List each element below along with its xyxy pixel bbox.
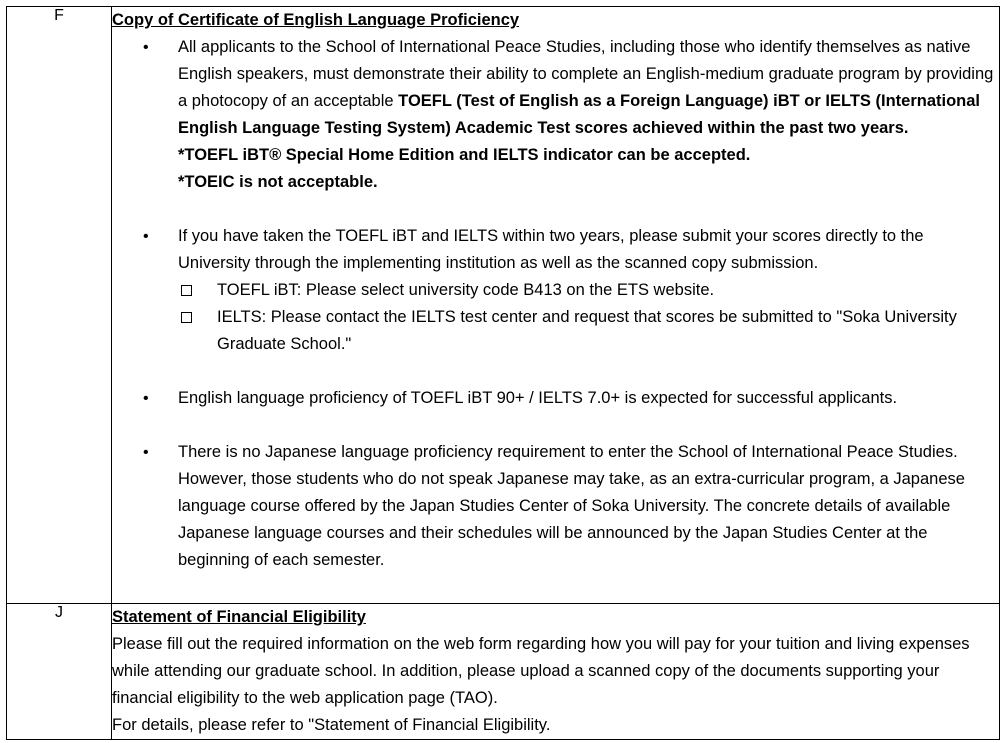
financial-details: For details, please refer to "Statement of Financial Eligibility. [112,716,551,734]
list-item [143,34,999,196]
bullet-list [112,34,999,574]
sub-item-text: TOEFL iBT: Please select university code B413 on the ETS website. [217,281,715,299]
bullet-text: If you have taken the TOEFL iBT and IELTS within two years, please submit your scores directly to the University through the implementing institution as well as the scanned copy submission. [178,227,924,272]
bullet-icon: • [143,228,149,245]
sub-item-toefl [178,277,999,304]
note-special-home-edition: *TOEFL iBT® Special Home Edition and IELTS indicator can be accepted. [178,146,751,164]
table-row [7,7,1000,604]
row-label-f: F [7,7,112,604]
row-content-f [112,7,1000,604]
bullet-icon: • [143,390,149,407]
list-item [143,223,999,358]
bullet-text: There is no Japanese language proficiency requirement to enter the School of International Peace Studies. However, those students who do not speak Japanese may take, as an extra-curricular program, a Japanese language course offered by the Japan Studies Center of Soka University. The concrete details of available Japanese language courses and their schedules will be announced by the Japan Studies Center at the beginning of each semester. [178,443,965,569]
table-row [7,604,1000,740]
checkbox-square-icon [181,285,192,296]
bullet-text: English language proficiency of TOEFL iBT 90+ / IELTS 7.0+ is expected for successful applicants. [178,389,898,407]
note-toeic: *TOEIC is not acceptable. [178,173,378,191]
bullet-text: All applicants to the School of International Peace Studies, including those who identify themselves as native English speakers, must demonstrate their ability to complete an English-medium graduate program by providing a photocopy of an acceptable [178,38,994,110]
checkbox-square-icon [181,312,192,323]
requirements-table [6,6,1000,740]
bullet-icon: • [143,39,149,56]
bullet-text-bold: TOEFL (Test of English as a Foreign Language) iBT or IELTS (International English Language Testing System) Academic Test scores achieved within the past two years. [178,92,980,137]
list-item [143,439,999,574]
section-heading-financial-eligibility: Statement of Financial Eligibility [112,608,366,626]
row-label-j: J [7,604,112,740]
spacer [178,412,999,439]
bullet-icon: • [143,444,149,461]
spacer [178,358,999,385]
row-content-j [112,604,1000,740]
list-item [143,385,999,412]
sub-item-ielts [178,304,999,358]
sub-item-text: IELTS: Please contact the IELTS test center and request that scores be submitted to "Soka University Graduate School." [217,308,957,353]
spacer [178,196,999,223]
financial-paragraph: Please fill out the required information on the web form regarding how you will pay for your tuition and living expenses while attending our graduate school. In addition, please upload a scanned copy of the documents supporting your financial eligibility to the web application page (TAO). [112,635,970,707]
section-heading-english-proficiency: Copy of Certificate of English Language Proficiency [112,11,520,29]
